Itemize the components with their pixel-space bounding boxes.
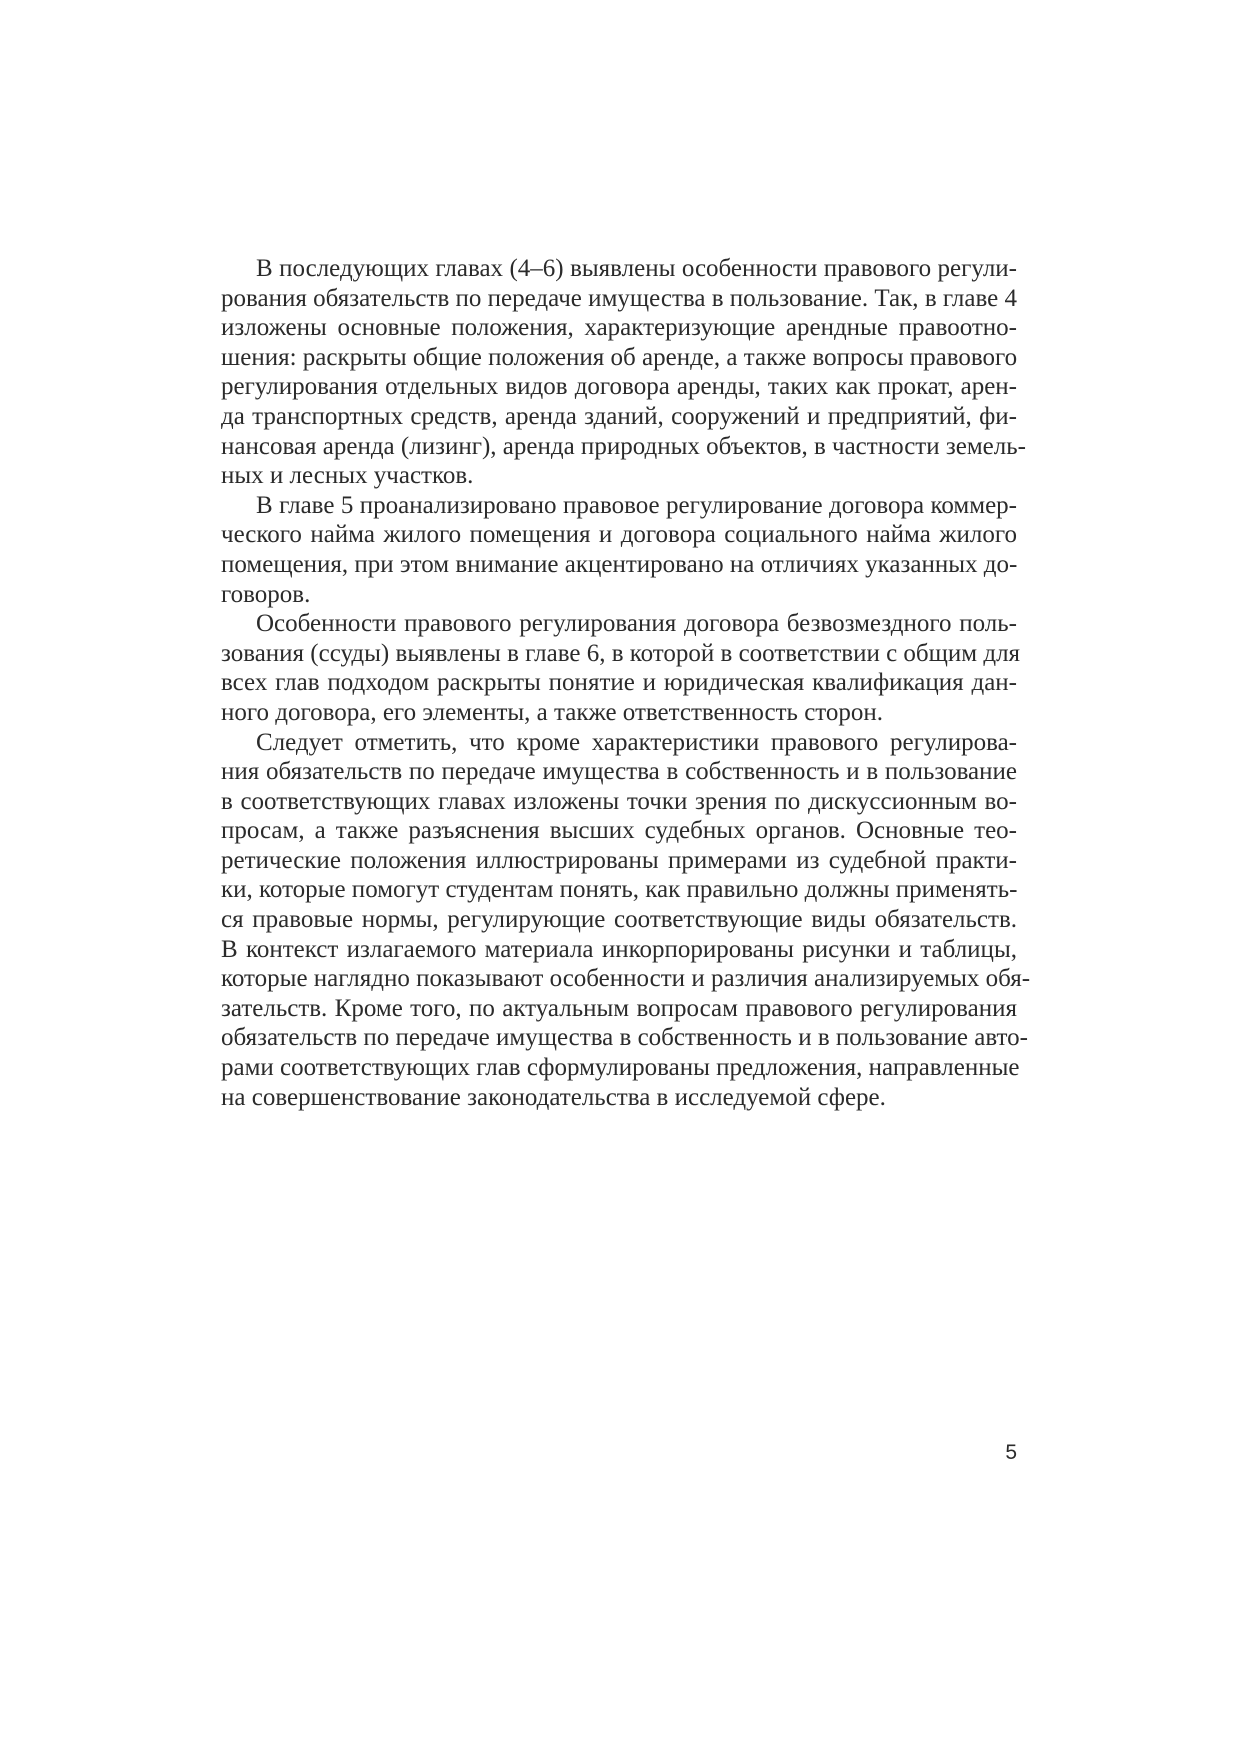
text-line: ческого найма жилого помещения и договора социального найма жилого xyxy=(221,521,1017,549)
text-line: помещения, при этом внимание акцентировано на отличиях указанных до- xyxy=(221,550,1018,578)
text-line: ния обязательств по передаче имущества в собственность и в пользование xyxy=(221,758,1017,786)
text-line: которые наглядно показывают особенности и различия анализируемых обя- xyxy=(221,965,1031,993)
text-line: Особенности правового регулирования договора безвозмездного поль- xyxy=(256,610,1017,638)
text-line: зательств. Кроме того, по актуальным вопросам правового регулирования xyxy=(221,994,1017,1022)
body-text xyxy=(221,254,1031,1112)
paragraph-2 xyxy=(221,491,1017,609)
text-line: ного договора, его элементы, а также ответственность сторон. xyxy=(221,698,884,726)
text-line: В главе 5 проанализировано правовое регулирование договора коммер- xyxy=(256,491,1017,519)
text-line: всех глав подходом раскрыты понятие и юридическая квалификация дан- xyxy=(221,669,1017,697)
text-line: говоров. xyxy=(221,580,311,608)
text-line: нансовая аренда (лизинг), аренда природных объектов, в частности земель- xyxy=(221,432,1026,460)
text-line: да транспортных средств, аренда зданий, сооружений и предприятий, фи- xyxy=(221,402,1017,430)
text-line: зования (ссуды) выявлены в главе 6, в которой в соответствии с общим для xyxy=(221,639,1021,667)
text-line: рами соответствующих глав сформулированы предложения, направленные xyxy=(221,1054,1020,1082)
text-line: обязательств по передаче имущества в собственность и в пользование авто- xyxy=(221,1024,1028,1052)
text-line: В контекст излагаемого материала инкорпорированы рисунки и таблицы, xyxy=(221,935,1017,963)
text-line: В последующих главах (4–6) выявлены особенности правового регули- xyxy=(256,255,1017,282)
text-line: изложены основные положения, характеризующие арендные правоотно- xyxy=(221,314,1017,342)
paragraph-4 xyxy=(221,728,1031,1113)
text-line: ных и лесных участков. xyxy=(221,462,474,490)
text-line: шения: раскрыты общие положения об аренде, а также вопросы правового xyxy=(221,343,1018,371)
text-line: регулирования отдельных видов договора аренды, таких как прокат, арен- xyxy=(221,373,1017,401)
text-line: ся правовые нормы, регулирующие соответствующие виды обязательств. xyxy=(221,906,1017,934)
text-line: ки, которые помогут студентам понять, как правильно должны применять- xyxy=(221,876,1018,904)
paragraph-1 xyxy=(221,254,1026,491)
text-line: Следует отметить, что кроме характеристики правового регулирова- xyxy=(256,728,1017,756)
page-number: 5 xyxy=(1005,1441,1017,1464)
paragraph-3 xyxy=(221,609,1021,727)
text-line: просам, а также разъяснения высших судебных органов. Основные тео- xyxy=(221,817,1017,845)
text-line: ретические положения иллюстрированы примерами из судебной практи- xyxy=(221,846,1017,874)
text-line: рования обязательств по передаче имущества в пользование. Так, в главе 4 xyxy=(221,284,1017,312)
text-line: в соответствующих главах изложены точки зрения по дискуссионным во- xyxy=(221,787,1017,815)
text-line: на совершенствование законодательства в исследуемой сфере. xyxy=(221,1083,886,1111)
